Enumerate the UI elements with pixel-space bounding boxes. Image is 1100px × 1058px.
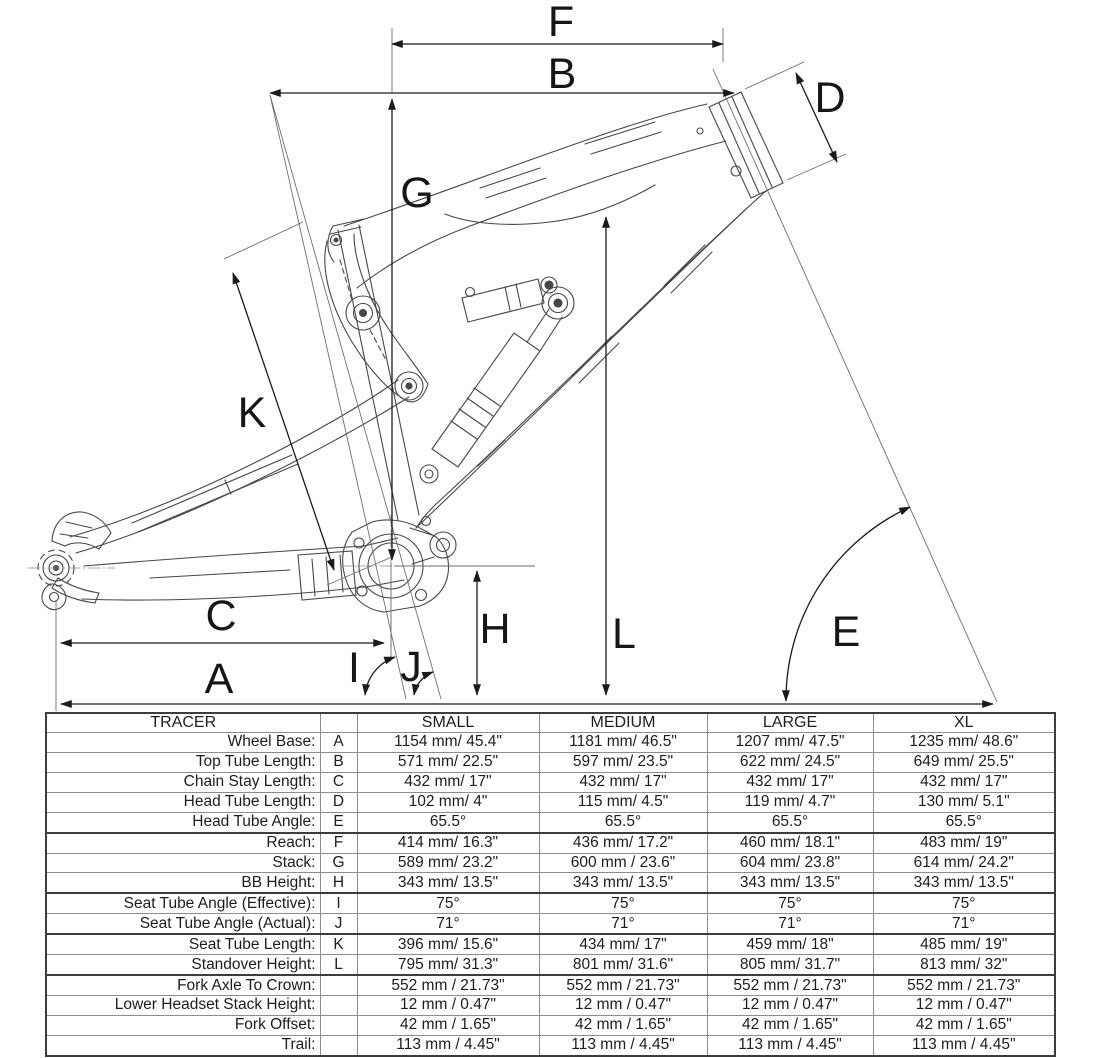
value-small: 75° <box>357 893 539 913</box>
row-label: Head Tube Length: <box>46 792 320 812</box>
dim-letter <box>320 1035 357 1056</box>
value-small: 65.5° <box>357 812 539 832</box>
value-xl: 113 mm / 4.45" <box>873 1035 1055 1056</box>
value-medium: 115 mm/ 4.5" <box>539 792 707 812</box>
value-small: 42 mm / 1.65" <box>357 1016 539 1036</box>
table-row <box>46 833 1055 853</box>
table-row <box>46 812 1055 832</box>
row-label: Seat Tube Length: <box>46 934 320 954</box>
dim-label-E: E <box>831 608 861 656</box>
value-large: 552 mm / 21.73" <box>707 975 873 995</box>
value-small: 71° <box>357 914 539 934</box>
row-label: Seat Tube Angle (Effective): <box>46 893 320 913</box>
value-medium: 434 mm/ 17" <box>539 934 707 954</box>
value-large: 75° <box>707 893 873 913</box>
row-label: Lower Headset Stack Height: <box>46 996 320 1016</box>
seat-angle-effective-line <box>270 95 406 699</box>
table-row <box>46 733 1055 753</box>
rocker-link <box>325 234 428 402</box>
value-medium: 71° <box>539 914 707 934</box>
value-large: 119 mm/ 4.7" <box>707 792 873 812</box>
dim-label-L: L <box>612 610 636 658</box>
bottom-bracket <box>343 517 456 613</box>
dim-letter: C <box>320 772 357 792</box>
letter-column-header <box>320 713 357 733</box>
value-large: 113 mm / 4.45" <box>707 1035 873 1056</box>
dim-seattube-K <box>233 273 334 570</box>
value-large: 604 mm/ 23.8" <box>707 853 873 873</box>
value-medium: 600 mm / 23.6" <box>539 853 707 873</box>
value-medium: 65.5° <box>539 812 707 832</box>
table-row <box>46 853 1055 873</box>
value-medium: 75° <box>539 893 707 913</box>
value-large: 432 mm/ 17" <box>707 772 873 792</box>
table-row <box>46 752 1055 772</box>
value-large: 1207 mm/ 47.5" <box>707 733 873 753</box>
table-row <box>46 975 1055 995</box>
table-row <box>46 955 1055 975</box>
dim-label-I: I <box>348 644 360 692</box>
row-label: Trail: <box>46 1035 320 1056</box>
dim-headtube-D <box>796 73 846 162</box>
value-large: 65.5° <box>707 812 873 832</box>
rear-dropout <box>38 512 111 610</box>
value-xl: 614 mm/ 24.2" <box>873 853 1055 873</box>
column-header-small: SMALL <box>357 713 539 733</box>
dim-label-A: A <box>204 655 234 703</box>
column-header-large: LARGE <box>707 713 873 733</box>
value-medium: 801 mm/ 31.6" <box>539 955 707 975</box>
value-medium: 1181 mm/ 46.5" <box>539 733 707 753</box>
row-label: Fork Axle To Crown: <box>46 975 320 995</box>
table-row <box>46 934 1055 954</box>
value-large: 805 mm/ 31.7" <box>707 955 873 975</box>
dim-letter: B <box>320 752 357 772</box>
value-medium: 113 mm / 4.45" <box>539 1035 707 1056</box>
value-xl: 343 mm/ 13.5" <box>873 873 1055 893</box>
row-label: Reach: <box>46 833 320 853</box>
column-header-xl: XL <box>873 713 1055 733</box>
column-header-medium: MEDIUM <box>539 713 707 733</box>
dim-bbheight-H <box>477 571 511 695</box>
dim-letter: D <box>320 792 357 812</box>
value-large: 42 mm / 1.65" <box>707 1016 873 1036</box>
dim-letter: E <box>320 812 357 832</box>
value-xl: 65.5° <box>873 812 1055 832</box>
dim-letter: J <box>320 914 357 934</box>
value-xl: 71° <box>873 914 1055 934</box>
dim-letter: K <box>320 934 357 954</box>
table-row <box>46 914 1055 934</box>
dim-label-H: H <box>479 605 511 653</box>
row-label: Top Tube Length: <box>46 752 320 772</box>
dim-letter: I <box>320 893 357 913</box>
dim-letter: G <box>320 853 357 873</box>
row-label: Chain Stay Length: <box>46 772 320 792</box>
dim-letter <box>320 1016 357 1036</box>
dim-letter: L <box>320 955 357 975</box>
down-tube <box>416 190 767 528</box>
value-small: 432 mm/ 17" <box>357 772 539 792</box>
value-xl: 552 mm / 21.73" <box>873 975 1055 995</box>
row-label: Fork Offset: <box>46 1016 320 1036</box>
dim-seatangle-effective-I <box>348 644 395 695</box>
value-small: 414 mm/ 16.3" <box>357 833 539 853</box>
dim-wheelbase-A <box>61 655 993 704</box>
table-row <box>46 1016 1055 1036</box>
dim-headangle-E <box>786 507 910 701</box>
table-title: TRACER <box>46 713 320 733</box>
geometry-table <box>45 712 1056 1057</box>
value-large: 459 mm/ 18" <box>707 934 873 954</box>
value-small: 102 mm/ 4" <box>357 792 539 812</box>
value-medium: 12 mm / 0.47" <box>539 996 707 1016</box>
row-label: Head Tube Angle: <box>46 812 320 832</box>
table-row <box>46 772 1055 792</box>
dim-stack-G <box>392 99 434 560</box>
dim-letter <box>320 996 357 1016</box>
value-small: 343 mm/ 13.5" <box>357 873 539 893</box>
value-small: 589 mm/ 23.2" <box>357 853 539 873</box>
dim-letter: A <box>320 733 357 753</box>
value-xl: 12 mm / 0.47" <box>873 996 1055 1016</box>
dim-label-F: F <box>547 0 575 46</box>
value-medium: 432 mm/ 17" <box>539 772 707 792</box>
value-small: 552 mm / 21.73" <box>357 975 539 995</box>
dim-letter <box>320 975 357 995</box>
dim-toptube-B <box>270 50 734 98</box>
dim-seatangle-actual-J <box>400 643 433 695</box>
value-small: 12 mm / 0.47" <box>357 996 539 1016</box>
value-xl: 42 mm / 1.65" <box>873 1016 1055 1036</box>
value-large: 343 mm/ 13.5" <box>707 873 873 893</box>
dim-reach-F <box>392 0 723 46</box>
table-row <box>46 873 1055 893</box>
row-label: Wheel Base: <box>46 733 320 753</box>
value-xl: 813 mm/ 32" <box>873 955 1055 975</box>
value-small: 113 mm / 4.45" <box>357 1035 539 1056</box>
value-xl: 485 mm/ 19" <box>873 934 1055 954</box>
value-xl: 483 mm/ 19" <box>873 833 1055 853</box>
dim-label-G: G <box>400 169 434 217</box>
value-small: 396 mm/ 15.6" <box>357 934 539 954</box>
dim-letter: H <box>320 873 357 893</box>
row-label: Stack: <box>46 853 320 873</box>
dim-label-J: J <box>400 643 422 691</box>
value-xl: 649 mm/ 25.5" <box>873 752 1055 772</box>
value-medium: 42 mm / 1.65" <box>539 1016 707 1036</box>
value-medium: 552 mm / 21.73" <box>539 975 707 995</box>
table-row <box>46 996 1055 1016</box>
dim-label-C: C <box>205 592 237 640</box>
value-xl: 75° <box>873 893 1055 913</box>
dim-label-D: D <box>814 74 846 122</box>
rear-shock <box>420 277 574 483</box>
row-label: Standover Height: <box>46 955 320 975</box>
value-small: 571 mm/ 22.5" <box>357 752 539 772</box>
dim-letter: F <box>320 833 357 853</box>
value-xl: 130 mm/ 5.1" <box>873 792 1055 812</box>
dim-label-B: B <box>547 50 577 98</box>
value-small: 795 mm/ 31.3" <box>357 955 539 975</box>
value-large: 12 mm / 0.47" <box>707 996 873 1016</box>
value-xl: 1235 mm/ 48.6" <box>873 733 1055 753</box>
dim-label-K: K <box>237 389 267 437</box>
table-row <box>46 893 1055 913</box>
table-row <box>46 1035 1055 1056</box>
value-medium: 597 mm/ 23.5" <box>539 752 707 772</box>
row-label: Seat Tube Angle (Actual): <box>46 914 320 934</box>
value-large: 71° <box>707 914 873 934</box>
value-large: 460 mm/ 18.1" <box>707 833 873 853</box>
value-large: 622 mm/ 24.5" <box>707 752 873 772</box>
centerlines <box>28 515 515 660</box>
value-medium: 436 mm/ 17.2" <box>539 833 707 853</box>
row-label: BB Height: <box>46 873 320 893</box>
table-header-row <box>46 713 1055 733</box>
value-medium: 343 mm/ 13.5" <box>539 873 707 893</box>
value-xl: 432 mm/ 17" <box>873 772 1055 792</box>
table-row <box>46 792 1055 812</box>
value-small: 1154 mm/ 45.4" <box>357 733 539 753</box>
dim-standover-L <box>606 217 636 695</box>
